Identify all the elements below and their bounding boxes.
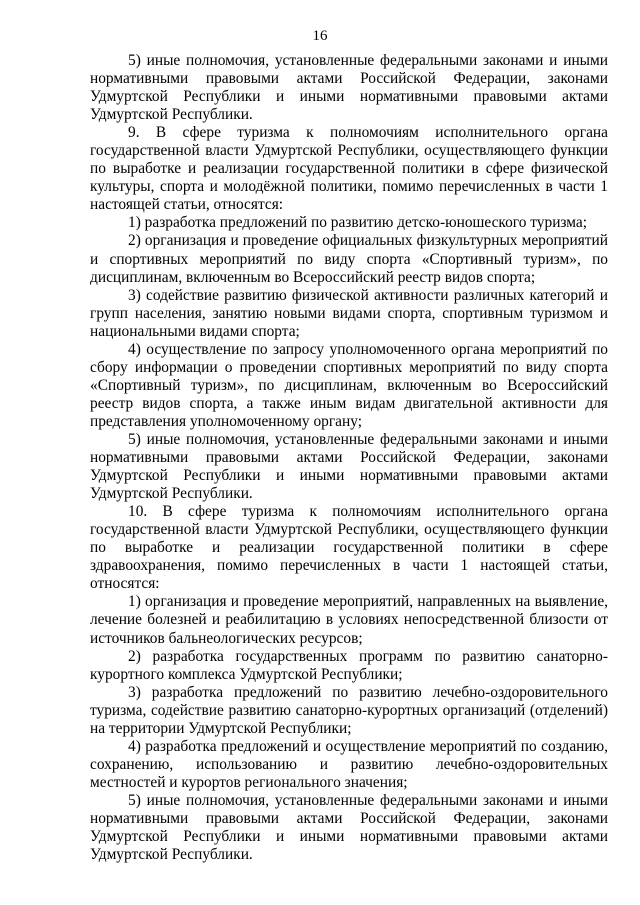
document-body bbox=[90, 52, 608, 864]
list-item-9-2: 2) организация и проведение официальных физкультурных мероприятий и спортивных мероприятий по виду спорта «Спортивный туризм», по дисциплинам, включенным во Всероссийский реестр видов спорта; bbox=[90, 232, 608, 286]
paragraph-part-10-intro: 10. В сфере туризма к полномочиям исполнительного органа государственной власти Удмуртской Республики, осуществляющего функции по выработке и реализации государственной политики в сфере здравоохранения, помимо перечисленных в части 1 настоящей статьи, относятся: bbox=[90, 503, 608, 593]
paragraph-5-other-powers: 5) иные полномочия, установленные федеральными законами и иными нормативными правовыми актами Российской Федерации, законами Удмуртской Республики и иными нормативными правовыми актами Удмуртской Республики. bbox=[90, 52, 608, 124]
list-item-10-1: 1) организация и проведение мероприятий, направленных на выявление, лечение болезней и реабилитацию в условиях непосредственной близости от источников бальнеологических ресурсов; bbox=[90, 593, 608, 647]
list-item-9-1: 1) разработка предложений по развитию детско-юношеского туризма; bbox=[128, 214, 588, 232]
list-item-10-4: 4) разработка предложений и осуществление мероприятий по созданию, сохранению, использованию и развитию лечебно-оздоровительных местностей и курортов регионального значения; bbox=[90, 737, 608, 791]
list-item-9-4: 4) осуществление по запросу уполномоченного органа мероприятий по сбору информации о проведении спортивных мероприятий по виду спорта «Спортивный туризм», по дисциплинам, включенным во Всероссийский реестр видов спорта, а также иным видам двигательной активности для представления уполномоченному органу; bbox=[90, 340, 608, 430]
list-item-9-5: 5) иные полномочия, установленные федеральными законами и иными нормативными правовыми актами Российской Федерации, законами Удмуртской Республики и иными нормативными правовыми актами Удмуртской Республики. bbox=[90, 430, 608, 503]
list-item-9-3: 3) содействие развитию физической активности различных категорий и групп населения, занятию новыми видами спорта, спортивным туризмом и национальными видами спорта; bbox=[90, 286, 608, 340]
list-item-10-2: 2) разработка государственных программ по развитию санаторно-курортного комплекса Удмуртской Республики; bbox=[90, 647, 608, 683]
page-number: 16 bbox=[312, 28, 328, 44]
paragraph-part-9-intro: 9. В сфере туризма к полномочиям исполнительного органа государственной власти Удмуртской Республики, осуществляющего функции по выработке и реализации государственной политики в сфере физической культуры, спорта и молодёжной политики, помимо перечисленных в части 1 настоящей статьи, относятся: bbox=[90, 124, 608, 214]
list-item-10-3: 3) разработка предложений по развитию лечебно-оздоровительного туризма, содействие развитию санаторно-курортных организаций (отделений) на территории Удмуртской Республики; bbox=[90, 683, 608, 737]
list-item-10-5: 5) иные полномочия, установленные федеральными законами и иными нормативными правовыми актами Российской Федерации, законами Удмуртской Республики и иными нормативными правовыми актами Удмуртской Республики. bbox=[90, 791, 608, 864]
